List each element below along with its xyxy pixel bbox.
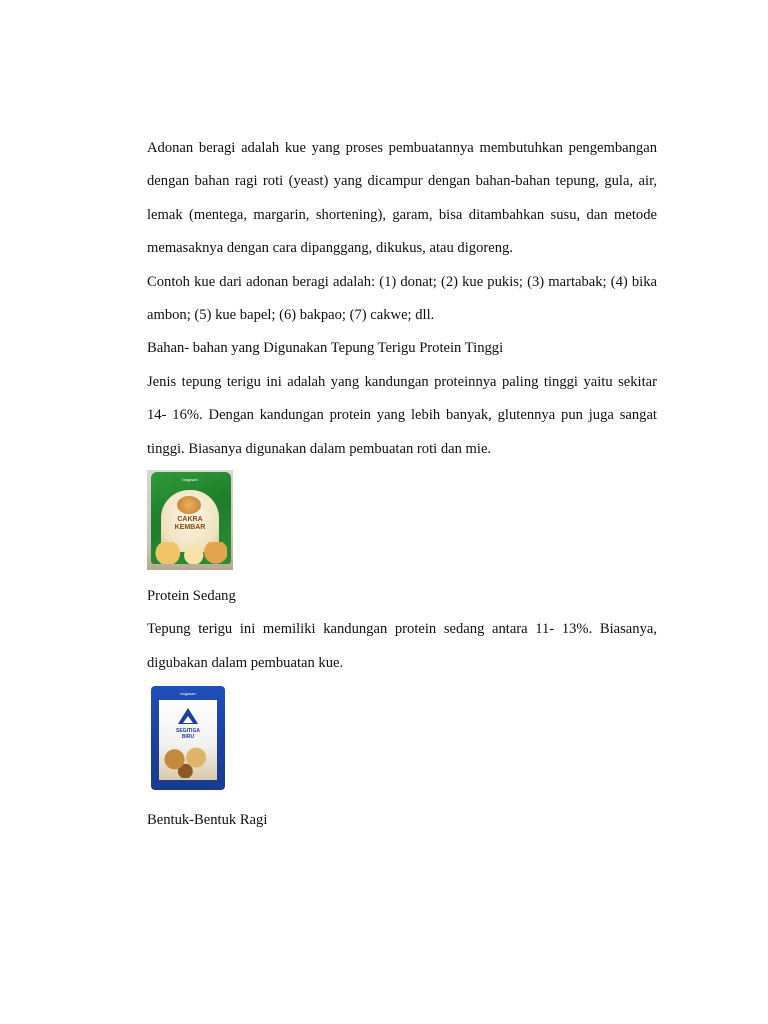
bag-food-photo xyxy=(161,744,215,778)
paragraph-protein-sedang: Tepung terigu ini memiliki kandungan protein sedang antara 11- 13%. Biasanya, digubakan dalam pembuatan kue. xyxy=(147,621,657,671)
bag-brand-line1: SEGITIGA xyxy=(176,728,200,735)
paragraph-contoh-kue: Contoh kue dari adonan beragi adalah: (1) donat; (2) kue pukis; (3) martabak; (4) bika ambon; (5) kue bapel; (6) bakpao; (7) cakwe; dll. xyxy=(147,273,657,324)
heading-bentuk-ragi: Bentuk-Bentuk Ragi xyxy=(147,812,268,829)
bag-top-brand: bogasari xyxy=(182,477,198,483)
heading-protein-sedang: Protein Sedang xyxy=(147,588,236,605)
bag-brand-line1: CAKRA xyxy=(177,516,203,524)
bag-brand-line2: KEMBAR xyxy=(174,524,206,532)
bag-brand-line2: BIRU xyxy=(181,734,195,741)
bag-brand xyxy=(147,516,233,532)
bag-top-brand: bogasari xyxy=(180,691,196,697)
paragraph-adonan-beragi: Adonan beragi adalah kue yang proses pembuatannya membutuhkan pengembangan dengan bahan ragi roti (yeast) yang dicampur dengan bahan-bahan tepung, gula, air, lemak (mentega, margarin, shortening), garam, bisa ditambahkan susu, dan metode memasaknya dengan cara dipanggang, dikukus, atau digoreng. xyxy=(147,140,657,257)
flour-bag-image-segitiga-biru xyxy=(147,684,229,794)
triangle-logo-inner-icon xyxy=(183,716,193,723)
wheat-logo-icon xyxy=(177,496,201,514)
paragraph-protein-tinggi: Jenis tepung terigu ini adalah yang kandungan proteinnya paling tinggi yaitu sekitar 14- 16%. Dengan kandungan protein yang lebih banyak, glutennya pun juga sangat tinggi. Biasanya digunakan dalam pembuatan roti dan mie. xyxy=(147,373,657,457)
bag-food-photo xyxy=(153,542,227,564)
heading-protein-tinggi: Bahan- bahan yang Digunakan Tepung Terigu Protein Tinggi xyxy=(147,340,504,357)
flour-bag-image-cakra-kembar xyxy=(147,470,233,570)
document-page xyxy=(147,132,657,838)
bag-brand xyxy=(147,728,229,740)
